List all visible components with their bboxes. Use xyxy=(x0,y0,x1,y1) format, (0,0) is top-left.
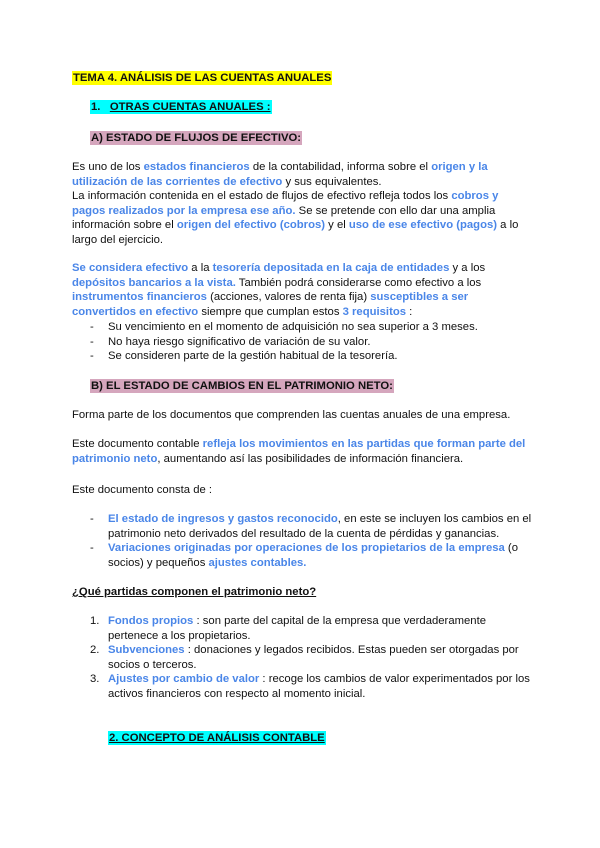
highlighted-text: El estado de ingresos y gastos reconocido xyxy=(108,513,338,525)
text-segment: Este documento contable xyxy=(72,438,203,450)
paragraph-a1 xyxy=(72,160,532,189)
section-1-number: 1. xyxy=(91,101,101,113)
highlighted-text: refleja los movimientos en las partidas que forman parte del patrimonio neto xyxy=(72,438,526,465)
text-segment: de la contabilidad, informa sobre el xyxy=(249,161,432,173)
highlighted-text: tesorería depositada en la caja de entidades xyxy=(212,262,450,274)
list-item: 1. Fondos propios : son parte del capital de la empresa que verdaderamente pertenece a los propietarios. xyxy=(90,615,487,642)
list-item: - No haya riesgo significativo de variación de su valor. xyxy=(90,335,371,348)
subsection-a-title: A) ESTADO DE FLUJOS DE EFECTIVO: xyxy=(91,132,302,144)
highlighted-text: instrumentos financieros xyxy=(72,291,207,304)
highlighted-text: origen del efectivo (cobros) xyxy=(176,219,326,232)
text-segment: : son parte del capital de la empresa que verdaderamente pertenece a los propietarios. xyxy=(108,615,487,642)
highlighted-text: origen y la utilización de las corrientes de efectivo xyxy=(72,161,488,188)
highlighted-text: Subvenciones xyxy=(108,644,185,657)
list-item: 2. Subvenciones : donaciones y legados recibidos. Estas pueden ser otorgadas por socios o terceros. xyxy=(90,644,519,671)
highlighted-text: ajustes contables. xyxy=(208,556,307,569)
text-segment: , aumentando así las posibilidades de información financiera. xyxy=(157,452,464,465)
partidas-list xyxy=(72,614,532,702)
text-segment: : xyxy=(406,305,413,318)
paragraph-b1: Forma parte de los documentos que comprenden las cuentas anuales de una empresa. xyxy=(72,409,511,421)
text-segment: La información contenida en el estado de flujos de efectivo refleja todos los xyxy=(72,190,452,202)
text-segment: a la xyxy=(188,262,213,274)
text-segment: y sus equivalentes. xyxy=(282,175,382,188)
list-item: - Variaciones originadas por operaciones de los propietarios de la empresa (o socios) y pequeños ajustes contables. xyxy=(90,542,518,569)
text-segment: : recoge los cambios de valor experimentados por los activos financieros con respecto al momento inicial. xyxy=(108,673,530,700)
document-title-block xyxy=(72,71,532,86)
highlighted-text: uso de ese efectivo (pagos) xyxy=(348,219,498,232)
text-segment: y a los xyxy=(449,262,486,274)
section-1-label: OTRAS CUENTAS ANUALES : xyxy=(109,101,271,113)
list-item: 3. Ajustes por cambio de valor : recoge los cambios de valor experimentados por los activos financieros con respecto al momento inicial. xyxy=(90,673,530,700)
text-segment: (acciones, valores de renta fija) xyxy=(206,291,371,304)
document-title: TEMA 4. ANÁLISIS DE LAS CUENTAS ANUALES xyxy=(73,72,332,84)
text-segment: También podrá considerarse como efectivo a los xyxy=(235,276,482,289)
consta-list xyxy=(72,512,532,570)
paragraph-a2 xyxy=(72,189,532,247)
section-1-heading xyxy=(72,100,550,115)
text-segment: y el xyxy=(325,219,349,232)
highlighted-text: Fondos propios xyxy=(108,615,194,627)
requisitos-list xyxy=(72,320,532,364)
paragraph-a3 xyxy=(72,261,532,319)
highlighted-text: Se considera efectivo xyxy=(72,262,189,274)
section-2-title: 2. CONCEPTO DE ANÁLISIS CONTABLE xyxy=(109,732,325,744)
text-segment: (o socios) y pequeños xyxy=(108,542,518,569)
text-segment: : donaciones y legados recibidos. Estas pueden ser otorgadas por socios o terceros. xyxy=(108,644,519,671)
subsection-a-heading xyxy=(72,131,550,146)
highlighted-text: depósitos bancarios a la vista. xyxy=(72,276,236,289)
subsection-b-title: B) EL ESTADO DE CAMBIOS EN EL PATRIMONIO NETO: xyxy=(91,380,393,392)
list-item: - Su vencimiento en el momento de adquisición no sea superior a 3 meses. xyxy=(90,321,478,333)
paragraph-b3: Este documento consta de : xyxy=(72,484,213,496)
list-item: - Se consideren parte de la gestión habitual de la tesorería. xyxy=(90,350,398,363)
text-segment: a lo largo del ejercicio. xyxy=(72,219,519,246)
subsection-b-heading xyxy=(72,379,550,394)
paragraph-b2 xyxy=(72,437,532,466)
text-segment: , en este se incluyen los cambios en el patrimonio neto derivados del resultado de la cuenta de pérdidas y ganancias. xyxy=(108,513,532,540)
question-heading: ¿Qué partidas componen el patrimonio neto? xyxy=(72,586,317,598)
text-segment: siempre que cumplan estos xyxy=(198,305,343,318)
highlighted-text: Variaciones originadas por operaciones de los propietarios de la empresa xyxy=(108,542,505,555)
text-segment: Se se pretende con ello dar una amplia información sobre el xyxy=(72,204,496,232)
highlighted-text: Ajustes por cambio de valor xyxy=(108,673,260,686)
text-segment: Es uno de los xyxy=(72,161,144,173)
highlighted-text: susceptibles a ser convertidos en efectivo xyxy=(72,291,469,318)
highlighted-text: cobros y pagos realizados por la empresa ese año. xyxy=(72,190,499,217)
highlighted-text: estados financieros xyxy=(143,161,250,173)
list-item: - El estado de ingresos y gastos reconocido, en este se incluyen los cambios en el patrimonio neto derivados del resultado de la cuenta de pérdidas y ganancias. xyxy=(90,513,532,540)
highlighted-text: 3 requisitos xyxy=(342,305,407,318)
section-2-heading xyxy=(72,731,568,746)
